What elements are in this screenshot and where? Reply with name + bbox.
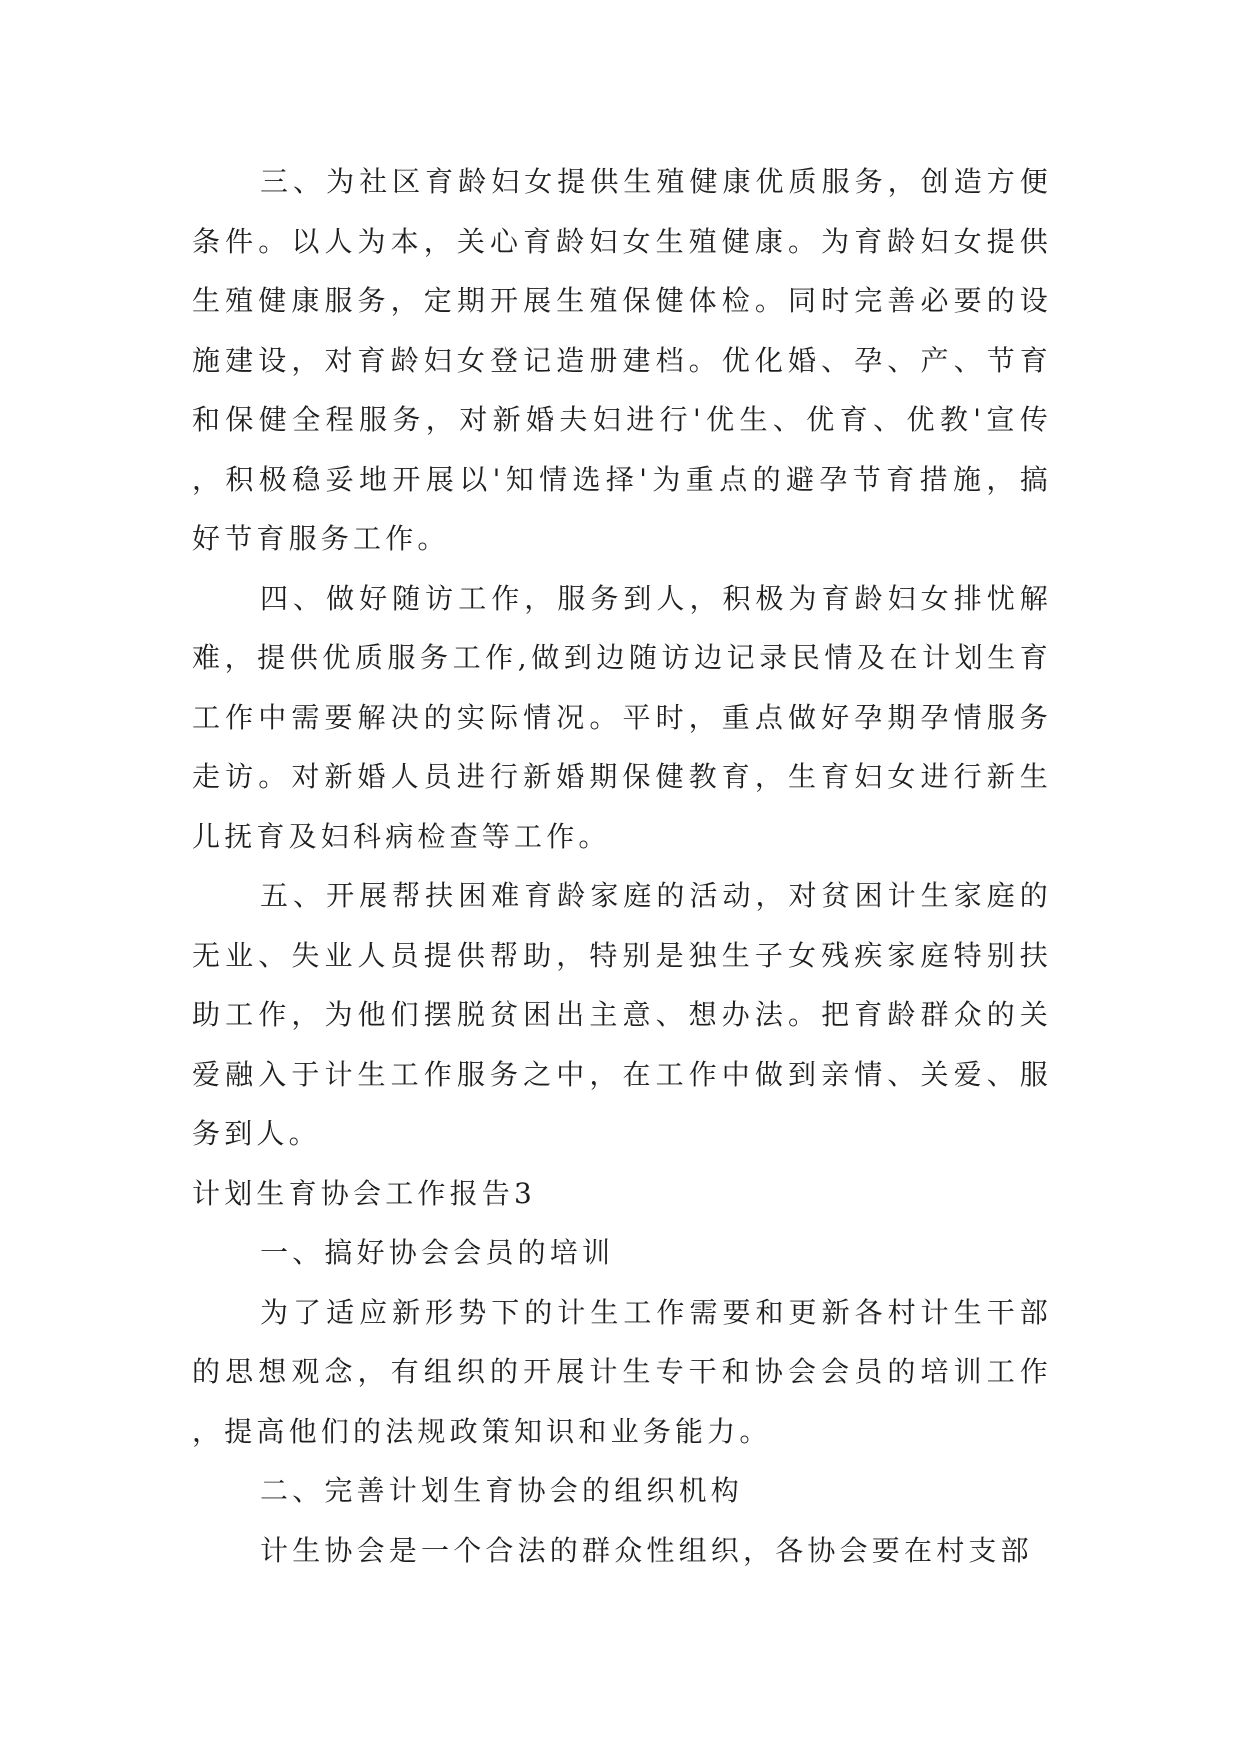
section-title: 计划生育协会工作报告3 <box>192 1176 537 1210</box>
section-heading-training: 一、搞好协会会员的培训 <box>260 1236 615 1269</box>
paragraph-training: 为了适应新形势下的计生工作需要和更新各村计生干部的思想观念，有组织的开展计生专干和协会会员的培训工作，提高他们的法规政策知识和业务能力。 <box>192 1295 1052 1448</box>
paragraph-follow-up-visits: 四、做好随访工作，服务到人，积极为育龄妇女排忧解难，提供优质服务工作,做到边随访边记录民情及在计划生育工作中需要解决的实际情况。平时，重点做好孕期孕情服务走访。对新婚人员进行新婚期保健教育，生育妇女进行新生儿抚育及妇科病检查等工作。 <box>192 581 1052 853</box>
paragraph-organization: 计生协会是一个合法的群众性组织，各协会要在村支部 <box>260 1533 1033 1567</box>
paragraph-service-quality: 三、为社区育龄妇女提供生殖健康优质服务，创造方便条件。以人为本，关心育龄妇女生殖健康。为育龄妇女提供生殖健康服务，定期开展生殖保健体检。同时完善必要的设施建设，对育龄妇女登记造册建档。优化婚、孕、产、节育和保健全程服务，对新婚夫妇进行'优生、优育、优教'宣传，积极稳妥地开展以'知情选择'为重点的避孕节育措施，搞好节育服务工作。 <box>192 165 1052 555</box>
paragraph-assist-families: 五、开展帮扶困难育龄家庭的活动，对贫困计生家庭的无业、失业人员提供帮助，特别是独生子女残疾家庭特别扶助工作，为他们摆脱贫困出主意、想办法。把育龄群众的关爱融入于计生工作服务之中，在工作中做到亲情、关爱、服务到人。 <box>192 879 1052 1150</box>
document-body <box>192 152 1052 1580</box>
section-heading-organization: 二、完善计划生育协会的组织机构 <box>260 1474 744 1507</box>
